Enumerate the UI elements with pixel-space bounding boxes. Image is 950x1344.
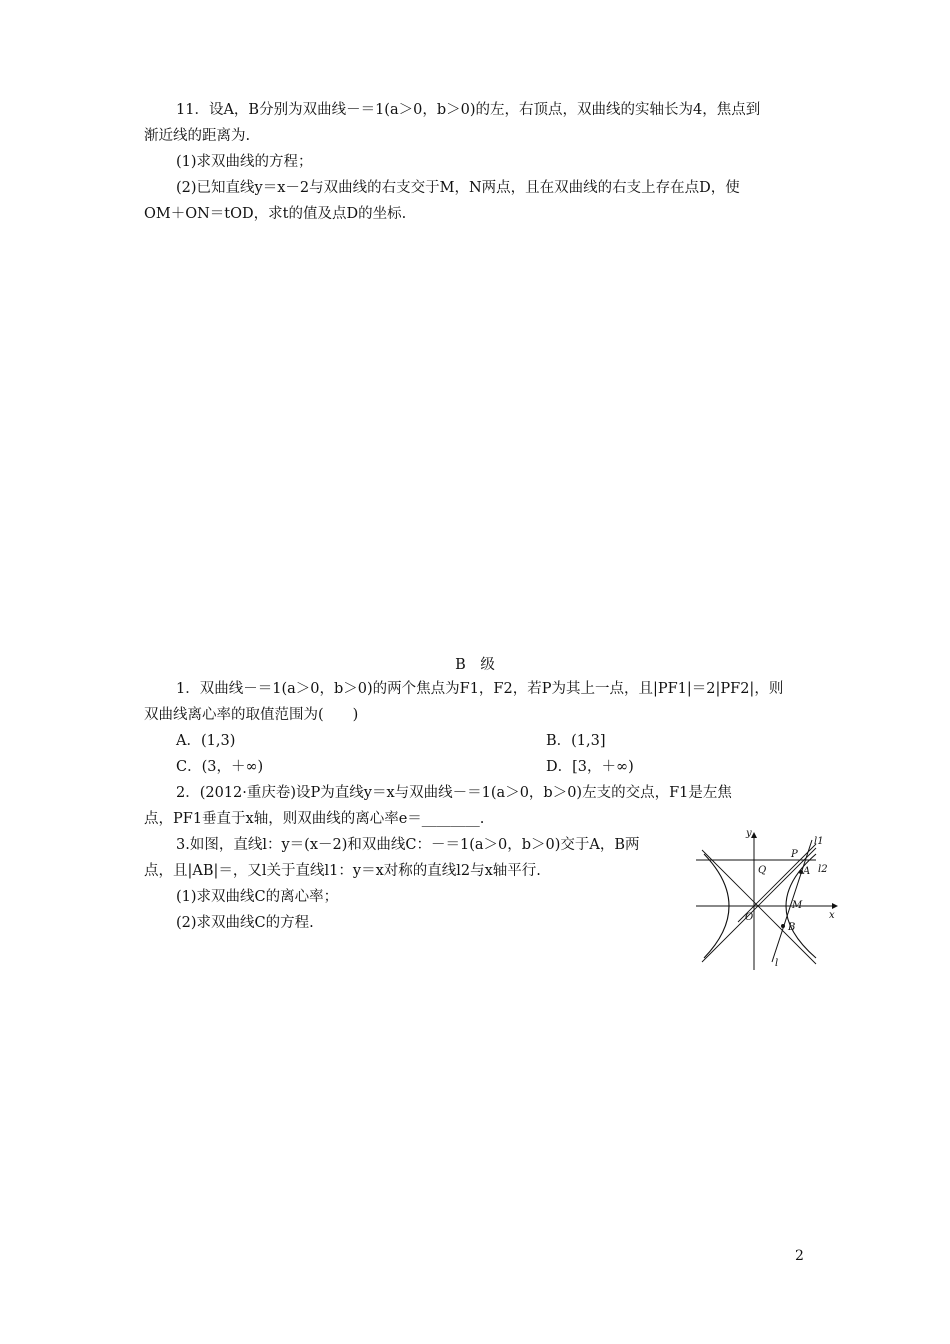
section-b-heading: B 级 [455, 657, 495, 673]
section-b-q1-line-1: 1．双曲线－＝1(a＞0，b＞0)的两个焦点为F1，F2，若P为其上一点，且|PF1|＝2|PF2|，则 [176, 681, 784, 697]
section-b-q1-line-2: 双曲线离心率的取值范围为( ) [144, 707, 359, 723]
label-p: P [791, 849, 798, 860]
y-axis-arrow [751, 832, 757, 838]
label-l: l [775, 958, 779, 969]
option-b: B．(1,3] [546, 733, 606, 749]
x-axis-arrow [832, 903, 838, 909]
line-l1 [738, 844, 816, 922]
label-q: Q [758, 865, 767, 876]
label-o: O [745, 912, 754, 923]
label-y: y [746, 828, 752, 839]
problem-11-line-1: 11．设A，B分别为双曲线－＝1(a＞0，b＞0)的左，右顶点，双曲线的实轴长为4，焦点到 [176, 102, 761, 118]
label-a: A [803, 866, 811, 877]
label-l1: l1 [814, 836, 824, 847]
section-b-q3-line-1: 3.如图，直线l：y＝(x－2)和双曲线C：－＝1(a＞0，b＞0)交于A，B两 [176, 837, 640, 853]
section-b-q2-line-1: 2．(2012·重庆卷)设P为直线y＝x与双曲线－＝1(a＞0，b＞0)左支的交点，F1是左焦 [176, 785, 732, 801]
option-a: A．(1,3) [176, 733, 236, 749]
section-b-q3-part-2: (2)求双曲线C的方程. [176, 915, 314, 931]
problem-11-part-1: (1)求双曲线的方程； [176, 154, 313, 170]
section-b-q3-line-2: 点，且|AB|＝，又l关于直线l1：y＝x对称的直线l2与x轴平行. [144, 863, 541, 879]
option-d: D．[3，＋∞) [546, 759, 634, 775]
option-c: C．(3，＋∞) [176, 759, 264, 775]
point-b [781, 924, 785, 928]
label-x: x [829, 910, 835, 921]
hyperbola-figure [696, 826, 842, 970]
label-b: B [788, 922, 796, 933]
problem-11-part-2-cont: OM＋ON＝tOD，求t的值及点D的坐标. [144, 206, 407, 222]
label-m: M [792, 900, 803, 911]
page-number: 2 [795, 1248, 804, 1264]
section-b-q2-line-2: 点，PF1垂直于x轴，则双曲线的离心率e＝________. [144, 811, 485, 827]
section-b-q3-part-1: (1)求双曲线C的离心率； [176, 889, 339, 905]
problem-11-part-2: (2)已知直线y＝x－2与双曲线的右支交于M，N两点，且在双曲线的右支上存在点D，使 [176, 180, 740, 196]
label-l2: l2 [818, 864, 828, 875]
problem-11-line-2: 渐近线的距离为. [144, 128, 251, 144]
